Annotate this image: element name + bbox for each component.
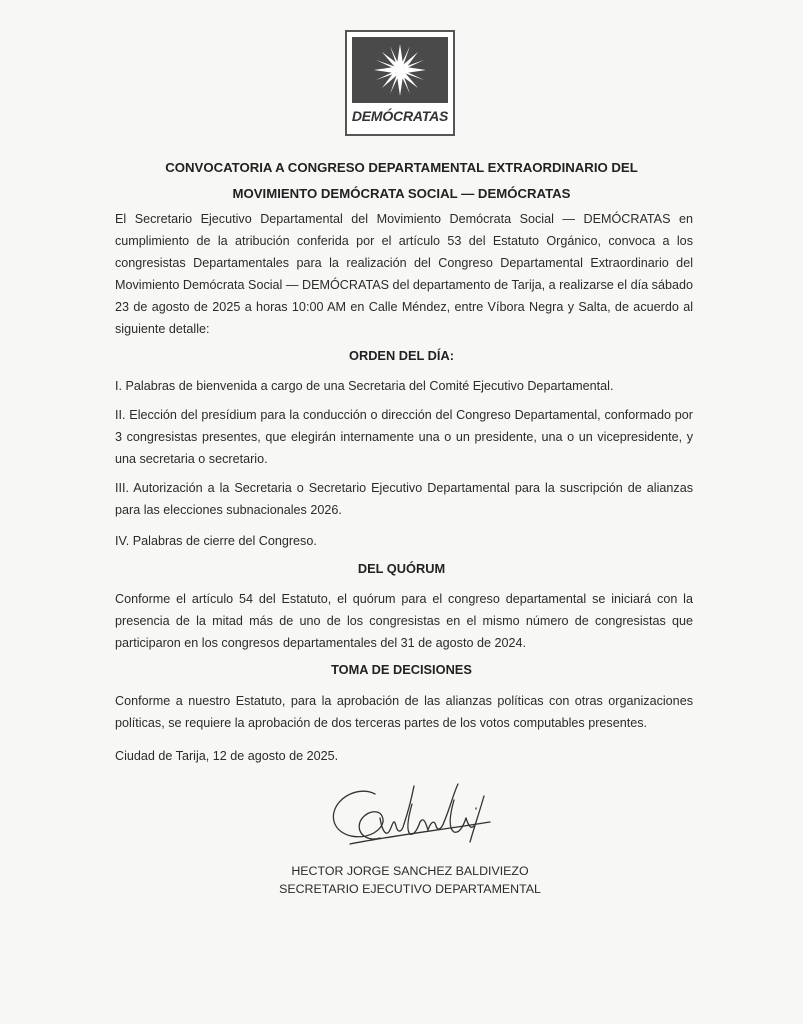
document-title-line-1: CONVOCATORIA A CONGRESO DEPARTAMENTAL EXTRAORDINARIO DEL xyxy=(165,160,638,175)
place-date-line: Ciudad de Tarija, 12 de agosto de 2025. xyxy=(115,749,339,763)
decisions-paragraph: Conforme a nuestro Estatuto, para la aprobación de las alianzas políticas con otras organizaciones políticas, se requiere la aprobación de dos terceras partes de los votos computables presentes. xyxy=(115,694,693,730)
section-heading-decisions: TOMA DE DECISIONES xyxy=(331,662,472,677)
party-logo xyxy=(345,30,455,136)
agenda-item-1: I. Palabras de bienvenida a cargo de una Secretaria del Comité Ejecutivo Departamental. xyxy=(115,379,614,393)
quorum-paragraph: Conforme el artículo 54 del Estatuto, el quórum para el congreso departamental se iniciará con la presencia de la mitad más de uno de los congresistas en el mismo número de congresistas que participaron en los congresos departamentales del 31 de agosto de 2024. xyxy=(115,592,693,650)
agenda-item-2: II. Elección del presídium para la conducción o dirección del Congreso Departamental, conformado por 3 congresistas presentes, que elegirán internamente una o un presidente, una o un vicepresidente, y una secretaria o secretario. xyxy=(115,408,693,466)
star-icon xyxy=(352,37,448,103)
agenda-item-3: III. Autorización a la Secretaria o Secretario Ejecutivo Departamental para la suscripción de alianzas para las elecciones subnacionales 2026. xyxy=(115,481,693,517)
agenda-item-4: IV. Palabras de cierre del Congreso. xyxy=(115,534,317,548)
handwritten-signature xyxy=(320,778,520,858)
section-heading-orden: ORDEN DEL DÍA: xyxy=(349,348,454,363)
signer-name: HECTOR JORGE SANCHEZ BALDIVIEZO xyxy=(291,864,529,878)
logo-emblem xyxy=(352,37,448,103)
document-title-line-2: MOVIMIENTO DEMÓCRATA SOCIAL — DEMÓCRATAS xyxy=(232,186,571,201)
section-heading-quorum: DEL QUÓRUM xyxy=(357,561,446,576)
logo-wordmark: DEMÓCRATAS xyxy=(351,108,449,124)
intro-paragraph: El Secretario Ejecutivo Departamental del Movimiento Demócrata Social — DEMÓCRATAS en cumplimiento de la atribución conferida por el artículo 53 del Estatuto Orgánico, convoca a los congresistas Departamentales para la realización del Congreso Departamental Extraordinario del Movimiento Demócrata Social — DEMÓCRATAS del departamento de Tarija, a realizarse el día sábado 23 de agosto de 2025 a horas 10:00 AM en Calle Méndez, entre Víbora Negra y Salta, de acuerdo al siguiente detalle: xyxy=(115,212,693,336)
signer-position: SECRETARIO EJECUTIVO DEPARTAMENTAL xyxy=(279,882,541,896)
